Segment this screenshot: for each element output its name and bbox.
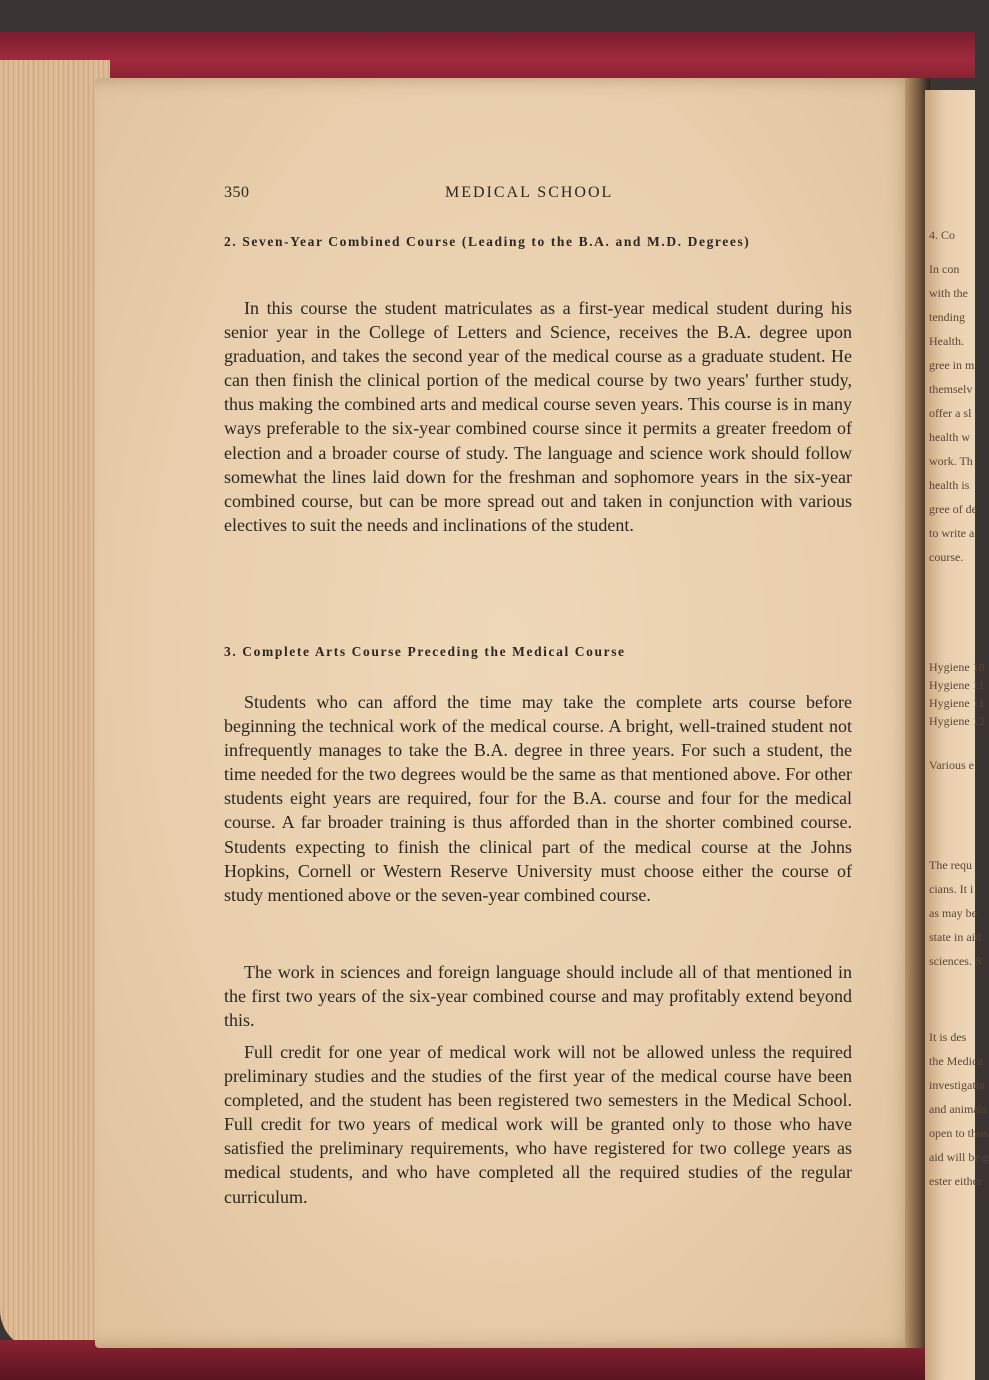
facing-page-fragment: health w <box>929 430 970 444</box>
body-paragraph: The work in sciences and foreign language should include all of that mentioned in the first two years of the six-year combined course and may profitably extend beyond this. <box>224 962 852 1031</box>
facing-page-fragment: with the <box>929 286 968 300</box>
body-paragraph: Students who can afford the time may take the complete arts course before beginning the technical work of the medical course. A bright, well-trained student not infrequently manages to take the B.A. degree in three years. For such a student, the time needed for the two degrees would be the same as that mentioned above. For other students eight years are required, four for the B.A. course and four for the medical course. A far broader training is thus afforded than in the shorter combined course. Students expecting to finish the clinical part of the medical course at the Johns Hopkins, Cornell or Western Reserve University must choose either the course of study mentioned above or the seven-year combined course. <box>224 692 852 905</box>
book-cover-top <box>0 32 975 78</box>
running-header <box>224 184 854 206</box>
facing-page-fragment: offer a sl <box>929 406 972 420</box>
facing-page-fragment: aid will be g <box>929 1150 989 1164</box>
body-paragraph: In this course the student matriculates as a first-year medical student during his senior year in the College of Letters and Science, receives the B.A. degree upon graduation, and takes the second year of the medical course as a graduate student. He can then finish the clinical portion of the medical course by two years' further study, thus making the combined arts and medical course seven years. This course is in many ways preferable to the six-year combined course since it permits a greater freedom of election and a broader course of study. The language and science work should follow somewhat the lines laid down for the freshman and sophomore years in the six-year combined course, but can be more spread out and taken in conjunction with various electives to suit the needs and inclinations of the student. <box>224 298 852 535</box>
facing-page-fragment: Health. <box>929 334 964 348</box>
facing-page-fragment: the Medica <box>929 1054 983 1068</box>
facing-page-fragment: state in aid <box>929 930 981 944</box>
facing-page-fragment: tending <box>929 310 965 324</box>
facing-page-fragment: Hygiene 11 <box>929 678 985 692</box>
facing-page-fragment: Various e <box>929 758 974 772</box>
facing-page-fragment: course. <box>929 550 964 564</box>
facing-page-fragment: gree of de <box>929 502 977 516</box>
facing-page-fragment: and animals <box>929 1102 987 1116</box>
facing-page-fragment: Hygiene 11 <box>929 696 985 710</box>
page-edges <box>0 60 110 1350</box>
facing-page-fragment: In con <box>929 262 960 276</box>
facing-page-fragment: The requ <box>929 858 972 872</box>
facing-page-fragment: gree in m <box>929 358 975 372</box>
running-title: MEDICAL SCHOOL <box>445 184 614 201</box>
facing-page-fragment: health is <box>929 478 970 492</box>
facing-page-fragment: cians. It i <box>929 882 974 896</box>
facing-page-fragment: ester either <box>929 1174 982 1188</box>
facing-page-fragment: to write a <box>929 526 975 540</box>
facing-page-fragment: open to thos <box>929 1126 988 1140</box>
facing-page-fragment: Hygiene 10 <box>929 660 985 674</box>
section-heading: 3. Complete Arts Course Preceding the Medical Course <box>224 644 626 659</box>
facing-page-fragment: 4. Co <box>929 228 956 242</box>
body-paragraph: Full credit for one year of medical work will not be allowed unless the required preliminary studies and the studies of the first year of the medical course have been completed, and the student has been registered two semesters in the Medical School. Full credit for two years of medical work will be granted only to those who have satisfied the preliminary requirements, who have registered for two college years as medical students, and who have completed all the required studies of the regular curriculum. <box>224 1042 852 1207</box>
facing-page-fragment: sciences. S <box>929 954 982 968</box>
facing-page-fragment: Hygiene 12 <box>929 714 985 728</box>
facing-page <box>925 90 989 1380</box>
section-heading: 2. Seven-Year Combined Course (Leading to the B.A. and M.D. Degrees) <box>224 234 751 249</box>
page-number: 350 <box>224 184 250 201</box>
facing-page-fragment: themselv <box>929 382 973 396</box>
facing-page-fragment: investigatin <box>929 1078 985 1092</box>
facing-page-fragment: work. Th <box>929 454 973 468</box>
facing-page-fragment: It is des <box>929 1030 967 1044</box>
facing-page-fragment: as may be <box>929 906 977 920</box>
